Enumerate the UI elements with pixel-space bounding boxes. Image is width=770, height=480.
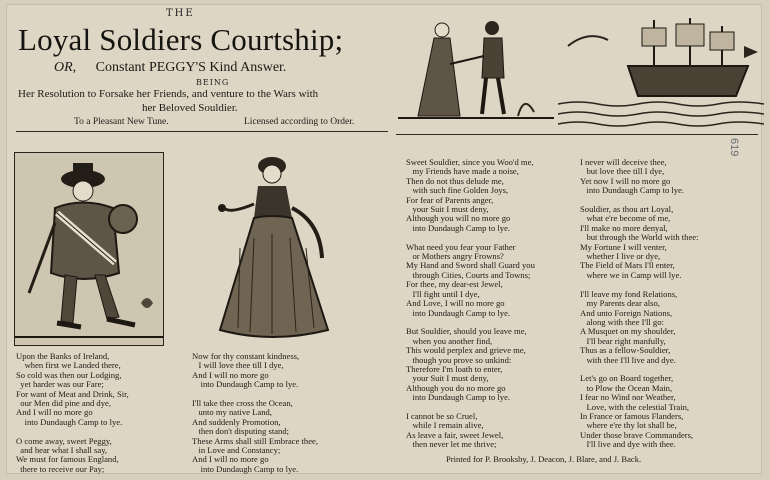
ballad-subtitle <box>54 60 286 76</box>
ship-woodcut <box>558 16 764 134</box>
verse-column-3: Sweet Souldier, since you Woo'd me, my Friends have made a noise, Then do not thus delude me, with such fine Golden Joys, For fear of Parents anger, your Suit I must deny, Although you will no more go into Dundaugh Camp to lye. What need you fear your Father or Mothers angry Frowns? My Hand and Sword shall Guard you through Cities, Courts and Towns; For thee, my dear-est Jewel, I'll fight until I dye, And Love, I will no more go into Dundaugh Camp to lye. But Souldier, should you leave me, when you another find, This would perplex and grieve me, though you prove so unkind: Therefore I'm loath to enter, your Suit I must deny, Although you do no more go into Dundaugh Camp to lye. I cannot be so Cruel, while I remain alive, As leave a fair, sweet Jewel, then never let me thrive; <box>406 157 535 450</box>
subtitle-text: Constant PEGGY'S Kind Answer. <box>95 60 287 75</box>
licensed-line: Licensed according to Order. <box>244 117 355 127</box>
couple-woodcut <box>398 16 554 122</box>
ballad-title: Loyal Soldiers Courtship; <box>18 22 344 57</box>
verse-column-2: Now for thy constant kindness, I will love thee till I dye, And I will no more go into Dundaugh Camp to lye. I'll take thee cross the Ocean, unto my native Land, And suddenly Promotion, then don't disputing stand; These Arms shall still Embrace thee, in Love and Constancy; And I will no more go into Dundaugh Camp to lye. <box>192 351 319 474</box>
soldier-figure-icon <box>15 153 163 345</box>
marginal-number: 619 <box>728 138 740 157</box>
paper-sheet <box>6 4 762 474</box>
ship-figure-icon <box>558 16 764 134</box>
printer-imprint: Printed for P. Brooksby, J. Deacon, J. Blare, and J. Back. <box>446 454 642 464</box>
description-line-2: her Beloved Souldier. <box>142 102 238 114</box>
tune-line: To a Pleasant New Tune. <box>74 117 169 127</box>
header-rule <box>16 131 388 132</box>
verse-column-1: Upon the Banks of Ireland, when first we Landed there, So cold was then our Lodging, yet harder was our Fare; For want of Meat and Drink, Sir, our Men did pine and dye, And I will no more go into Dundaugh Camp to lye. O come away, sweet Peggy, and hear what I shall say, We must for famous England, there to receive our Pay; <box>16 351 129 474</box>
couple-figure-icon <box>398 16 554 122</box>
lady-woodcut <box>210 148 338 342</box>
description-line-1: Her Resolution to Forsake her Friends, and venture to the Wars with <box>18 88 319 100</box>
verse-column-4: I never will deceive thee, but love thee till I dye, Yet now I will no more go into Dundaugh Camp to lye. Souldier, as thou art Loyal, what e're become of me, I'll make no more denyal, but through the World with thee: My Fortune I will venter, whether I live or dye, The Field of Mars I'll enter, where we in Camp will lye. I'll leave my fond Relations, my Parents dear also, And unto Foreign Nations, along with thee I'll go: A Musquet on my shoulder, I'll bear right manfully, Thus as a fellow-Souldier, with thee I'll live and dye. Let's go on Board together, to Plow the Ocean Main, I fear no Wind nor Weather, Love, with the celestial Train, In France or famous Flanders, where e're thy lot shall be, Under those brave Commanders, I'll live and dye with thee. <box>580 157 699 450</box>
being-label: BEING <box>196 78 230 87</box>
ship-rule <box>396 134 758 135</box>
lady-figure-icon <box>210 148 338 342</box>
title-the: THE <box>166 8 195 19</box>
subtitle-or: OR, <box>54 60 77 75</box>
soldier-woodcut <box>14 152 164 346</box>
